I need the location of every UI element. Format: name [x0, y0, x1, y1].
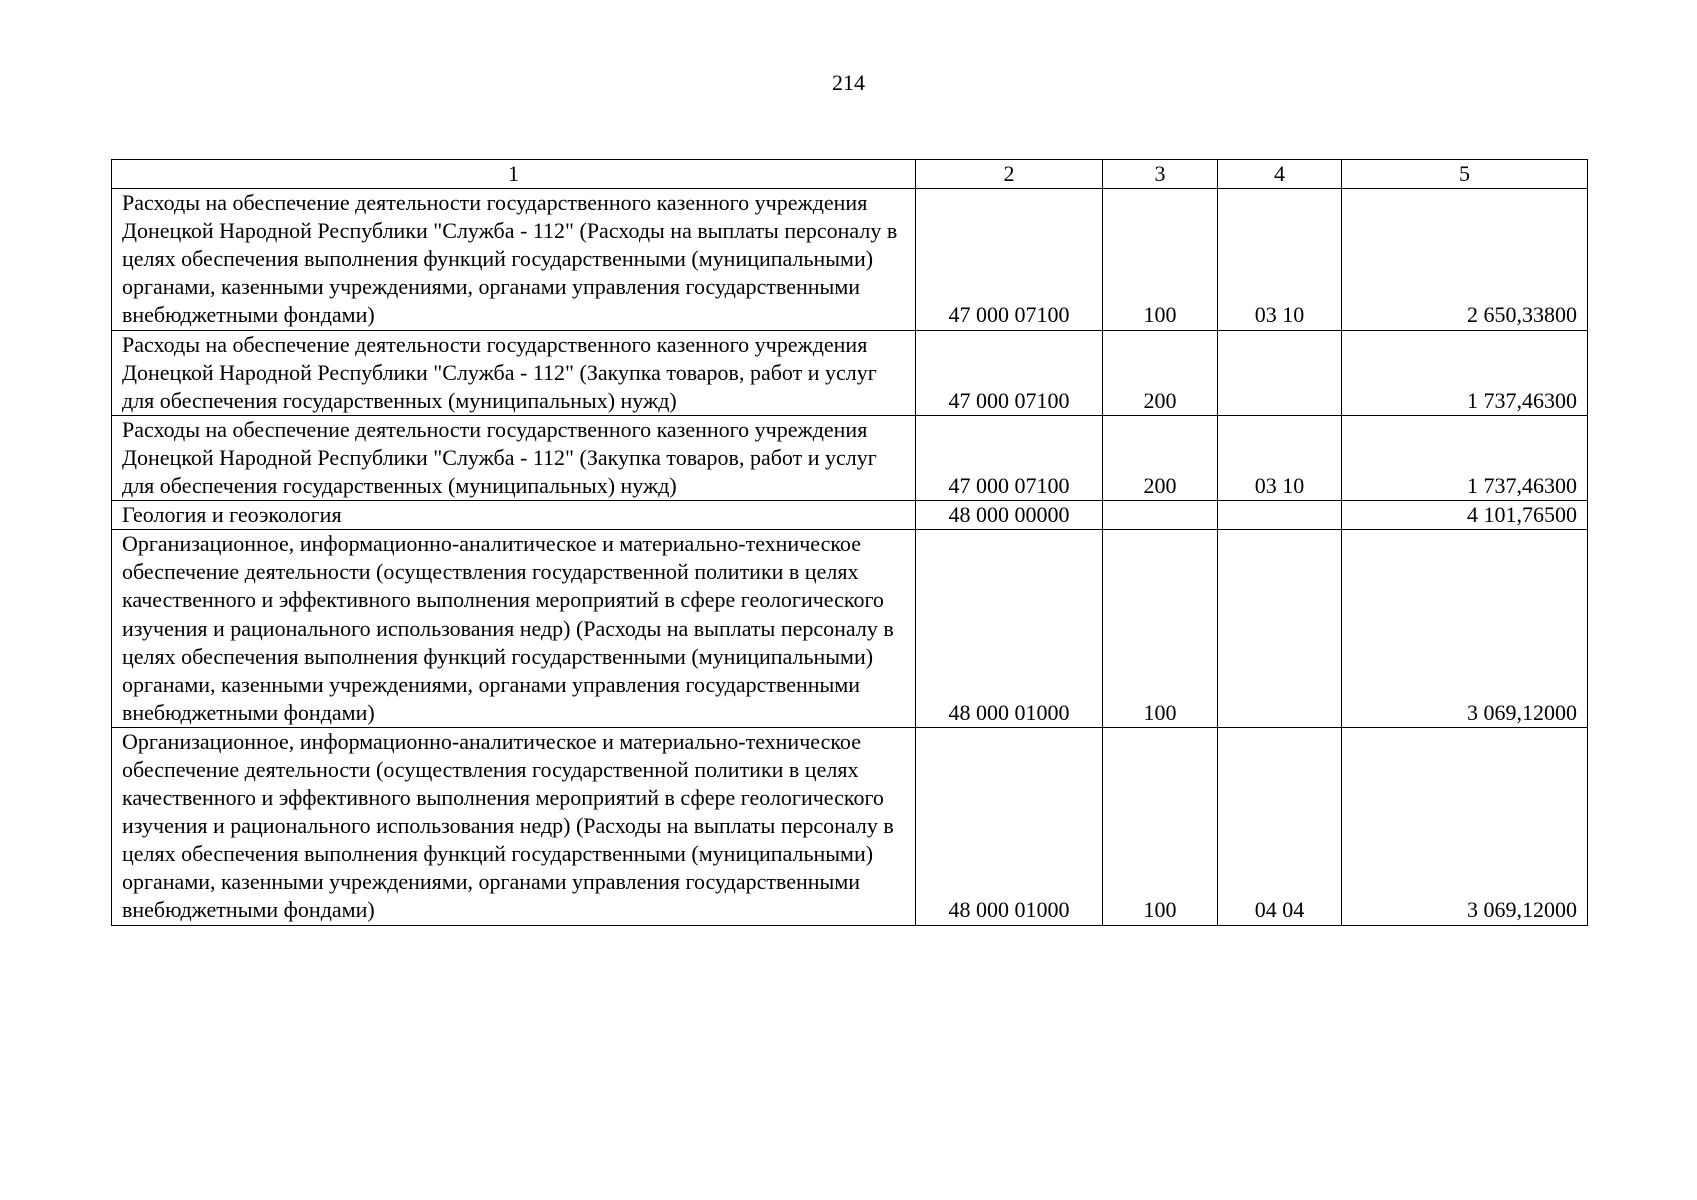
expense-name-cell: Геология и геоэкология — [112, 501, 916, 530]
target-code-cell: 48 000 00000 — [916, 501, 1103, 530]
expense-type-cell: 100 — [1103, 727, 1218, 925]
expense-name-cell: Организационное, информационно-аналитическое и материально-техническое обеспечение деятельности (осуществления государственной политики в целях качественного и эффективного выполнения мероприятий в сфере геологического изучения и рационального использования недр) (Расходы на выплаты персоналу в целях обеспечения выполнения функций государственными (муниципальными) органами, казенными учреждениями, органами управления государственными внебюджетными фондами) — [112, 530, 916, 728]
section-cell: 03 10 — [1218, 189, 1342, 330]
section-cell: 03 10 — [1218, 415, 1342, 500]
column-header-1: 1 — [112, 160, 916, 189]
section-cell: 04 04 — [1218, 727, 1342, 925]
page-number: 214 — [832, 70, 865, 95]
target-code-cell: 47 000 07100 — [916, 330, 1103, 415]
expense-type-cell: 100 — [1103, 189, 1218, 330]
target-code-cell: 47 000 07100 — [916, 415, 1103, 500]
amount-cell: 4 101,76500 — [1342, 501, 1588, 530]
target-code-cell: 47 000 07100 — [916, 189, 1103, 330]
amount-cell: 3 069,12000 — [1342, 530, 1588, 728]
expense-name-cell: Расходы на обеспечение деятельности государственного казенного учреждения Донецкой Народной Республики "Служба - 112" (Закупка товаров, работ и услуг для обеспечения государственных (муниципальных) нужд) — [112, 415, 916, 500]
column-header-3: 3 — [1103, 160, 1218, 189]
expense-name-cell: Расходы на обеспечение деятельности государственного казенного учреждения Донецкой Народной Республики "Служба - 112" (Закупка товаров, работ и услуг для обеспечения государственных (муниципальных) нужд) — [112, 330, 916, 415]
budget-table — [111, 159, 1588, 926]
amount-cell: 1 737,46300 — [1342, 330, 1588, 415]
table-header-row — [112, 160, 1588, 189]
table-row — [112, 189, 1588, 330]
table-row — [112, 330, 1588, 415]
table-row — [112, 415, 1588, 500]
section-cell — [1218, 501, 1342, 530]
column-header-5: 5 — [1342, 160, 1588, 189]
table-row — [112, 501, 1588, 530]
section-cell — [1218, 330, 1342, 415]
column-header-2: 2 — [916, 160, 1103, 189]
expense-type-cell: 200 — [1103, 415, 1218, 500]
expense-type-cell: 100 — [1103, 530, 1218, 728]
amount-cell: 1 737,46300 — [1342, 415, 1588, 500]
amount-cell: 2 650,33800 — [1342, 189, 1588, 330]
target-code-cell: 48 000 01000 — [916, 727, 1103, 925]
expense-type-cell: 200 — [1103, 330, 1218, 415]
expense-name-cell: Организационное, информационно-аналитическое и материально-техническое обеспечение деятельности (осуществления государственной политики в целях качественного и эффективного выполнения мероприятий в сфере геологического изучения и рационального использования недр) (Расходы на выплаты персоналу в целях обеспечения выполнения функций государственными (муниципальными) органами, казенными учреждениями, органами управления государственными внебюджетными фондами) — [112, 727, 916, 925]
target-code-cell: 48 000 01000 — [916, 530, 1103, 728]
expense-name-cell: Расходы на обеспечение деятельности государственного казенного учреждения Донецкой Народной Республики "Служба - 112" (Расходы на выплаты персоналу в целях обеспечения выполнения функций государственными (муниципальными) органами, казенными учреждениями, органами управления государственными внебюджетными фондами) — [112, 189, 916, 330]
table-row — [112, 530, 1588, 728]
column-header-4: 4 — [1218, 160, 1342, 189]
section-cell — [1218, 530, 1342, 728]
table-row — [112, 727, 1588, 925]
expense-type-cell — [1103, 501, 1218, 530]
amount-cell: 3 069,12000 — [1342, 727, 1588, 925]
